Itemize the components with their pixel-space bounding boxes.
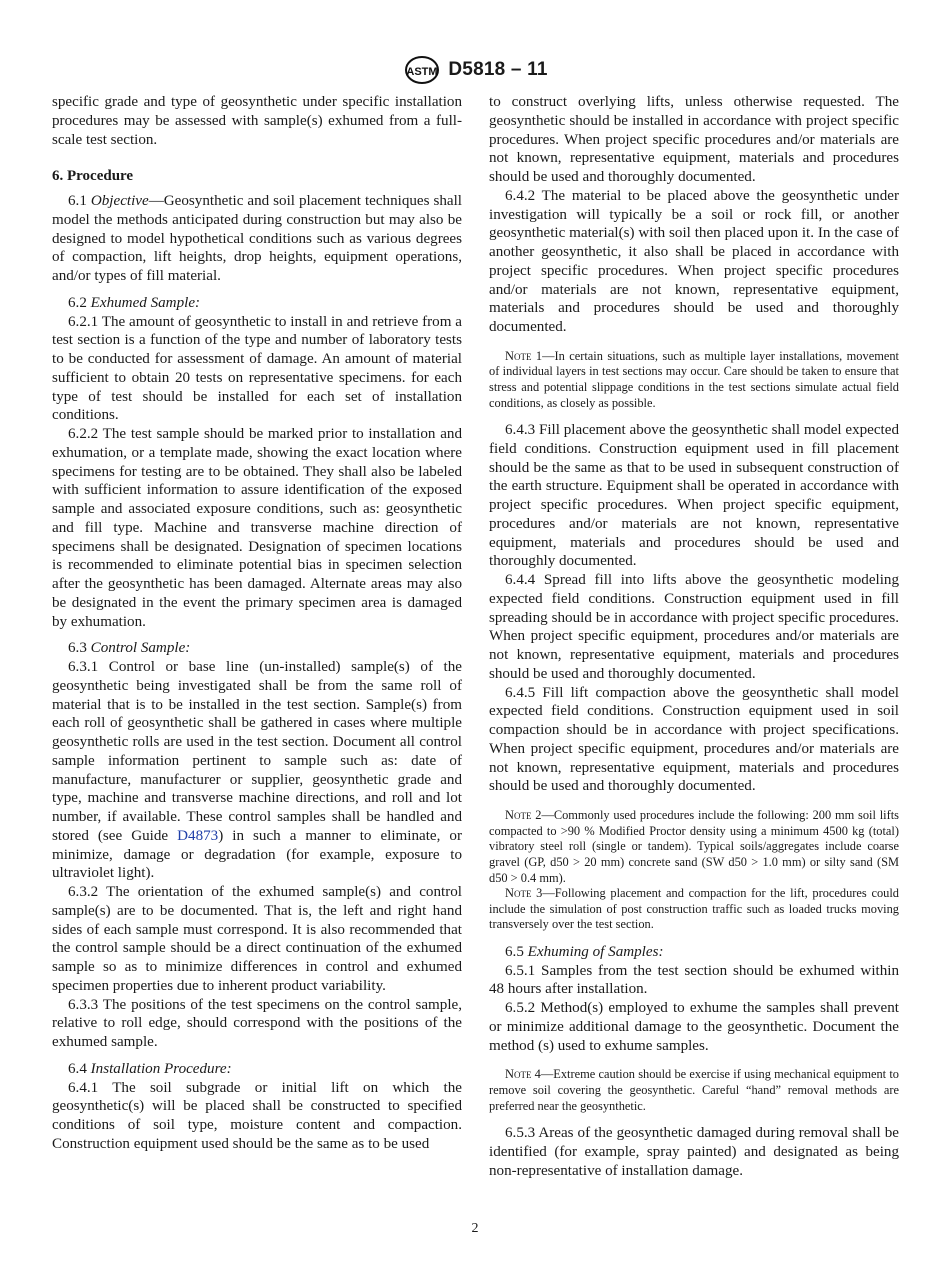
paragraph-6-4-2: 6.4.2 The material to be placed above the geosynthetic under investigation will typically be a soil or rock fill, or another geosynthetic material(s) with soil then placed upon it. In the case of another geosynthetic, it also shall be placed in accordance with project specific procedures. When project specific procedures and/or materials are not known, representative equipment, materials and procedures should be used and thoroughly documented. xyxy=(489,187,899,335)
paragraph-6-4-5: 6.4.5 Fill lift compaction above the geosynthetic shall model expected field conditions. Construction equipment used in soil compaction should be in accordance with project specifications. When project specific equipment, procedures and/or materials are not known, representative equipment, materials and procedures should be used and thoroughly documented. xyxy=(489,684,899,795)
paragraph-6-2-1: 6.2.1 The amount of geosynthetic to install in and retrieve from a test section is a function of the type and number of laboratory tests to be conducted for assessment of damage. An amount of material sufficient to obtain 20 tests on representative specimens. for each type of test should be installed for each set of installation conditions. xyxy=(52,313,462,424)
paragraph-6-4-1: 6.4.1 The soil subgrade or initial lift on which the geosynthetic(s) will be placed shall be constructed to specified conditions of soil type, moisture content and compaction. Construction equipment used should be the same as to be used xyxy=(52,1079,462,1152)
paragraph-6-2-2: 6.2.2 The test sample should be marked prior to installation and exhumation, or a template made, showing the exact location where specimens for testing are to be obtained. They shall also be labeled with sufficient information to assure identification of the exposed sample and associated exposure conditions, such as: geosynthetic and fill type. Machine and transverse machine direction of specimens shall be designated. Designation of specimen locations is recommended to eliminate potential bias in specimen selection after the geosynthetic has been damaged. Alternate areas may also be designated in the event the primary specimen area is damaged by exhumation. xyxy=(52,426,462,630)
paragraph-6-5-1: 6.5.1 Samples from the test section should be exhumed within 48 hours after installation. xyxy=(489,962,899,998)
guide-d4873-link[interactable]: D4873 xyxy=(177,827,219,844)
left-column xyxy=(52,93,462,1154)
paragraph: specific grade and type of geosynthetic under specific installation procedures may be assessed with sample(s) exhumed from a full-scale test section. xyxy=(52,94,462,148)
paragraph-6-1: 6.1 Objective—Geosynthetic and soil placement techniques shall model the methods anticipated during construction but may also be designed to model hypothetical conditions such as various degrees of compaction, lift heights, drop heights, equipment operations, and/or types of fill material. xyxy=(52,193,462,284)
subheading-6-4: 6.4 Installation Procedure: xyxy=(68,1060,232,1077)
page-header xyxy=(0,56,950,84)
designation: D5818 – 11 xyxy=(448,59,548,80)
paragraph-6-3-3: 6.3.3 The positions of the test specimens on the control sample, relative to roll edge, should correspond with the positions of the exhumed sample. xyxy=(52,996,462,1050)
subheading-6-2: 6.2 Exhumed Sample: xyxy=(68,294,201,311)
subheading-6-3: 6.3 Control Sample: xyxy=(68,640,191,657)
paragraph-6-3-1: 6.3.1 Control or base line (un-installed) sample(s) of the geosynthetic being investigated shall be from the same roll of material that is to be installed in the test section. Sample(s) from each roll of geosynthetic shall be gathered in cases where multiple geosynthetic rolls are used in the test section. Document all control sample information pertinent to sample such as: date of manufacture, manufacturer or supplier, geosynthetic grade and type, machine and transverse machine directions, and roll and lot number, if available. These control samples shall be handled and stored (see Guide D4873) in such a manner to eliminate, or minimize, damage or degradation (for example, exposure to ultraviolet light). xyxy=(52,659,462,882)
note-1: Note 1—In certain situations, such as multiple layer installations, movement of individual layers in test sections may occur. Care should be taken to ensure that stress and potential slippage conditions in the test sections simulate actual field conditions, as closely as possible. xyxy=(489,348,899,410)
paragraph-6-5-2: 6.5.2 Method(s) employed to exhume the samples shall prevent or minimize additional damage to the geosynthetic. Document the method (s) used to exhume samples. xyxy=(489,1000,899,1054)
section-heading: 6. Procedure xyxy=(52,168,134,185)
note-2: Note 2—Commonly used procedures include the following: 200 mm soil lifts compacted to >90 % Modified Proctor density using a minimum 4500 kg (total) vibratory steel roll (single or tandem). Typical soils/aggregates include coarse gravel (GP, d50 > 20 mm) concrete sand (SW d50 > 1.0 mm) or silty sand (SM d50 > 0.4 mm). xyxy=(489,808,899,885)
paragraph-6-4-4: 6.4.4 Spread fill into lifts above the geosynthetic modeling expected field conditions. Construction equipment used in fill spreading should be in accordance with project specific procedures. When project specific equipment, procedures and/or materials are not known, representative equipment, materials and procedures should be used and thoroughly documented. xyxy=(489,572,899,682)
paragraph-6-4-3: 6.4.3 Fill placement above the geosynthetic shall model expected field conditions. Construction equipment used in fill placement should be the same as that to be used in subsequent construction of the earth structure. Equipment shall be operated in accordance with project specific procedures. When project specific equipment, procedures and/or materials are not known, representative equipment, materials and procedures should be used and thoroughly documented. xyxy=(489,422,899,570)
note-3: Note 3—Following placement and compaction for the lift, procedures could include the simulation of post construction traffic such as loaded trucks moving transversely over the test section. xyxy=(489,886,899,932)
svg-text:ASTM: ASTM xyxy=(406,66,438,78)
right-column xyxy=(489,93,899,1180)
subheading-6-5: 6.5 Exhuming of Samples: xyxy=(505,943,664,960)
astm-logo-icon xyxy=(402,56,442,84)
paragraph-6-5-3: 6.5.3 Areas of the geosynthetic damaged during removal shall be identified (for example, spray painted) and designated as being non-representative of installation damage. xyxy=(489,1125,899,1179)
paragraph-6-3-2: 6.3.2 The orientation of the exhumed sample(s) and control sample(s) are to be documented. That is, the left and right hand sides of each sample must correspond. It is also recommended that the control sample should be a direct continuation of the exhumed sample so as to minimize differences in control and exhumed specimen properties due to inherent product variability. xyxy=(52,884,462,994)
page-number: 2 xyxy=(471,1221,479,1236)
note-4: Note 4—Extreme caution should be exercise if using mechanical equipment to remove soil covering the geosynthetic. Careful “hand” removal methods are preferred near the geosynthetic. xyxy=(489,1067,899,1113)
paragraph: to construct overlying lifts, unless otherwise requested. The geosynthetic should be installed in accordance with project specific procedures. When project specific procedures and/or materials are not known, representative equipment, materials and procedures should be used and thoroughly documented. xyxy=(489,94,899,185)
